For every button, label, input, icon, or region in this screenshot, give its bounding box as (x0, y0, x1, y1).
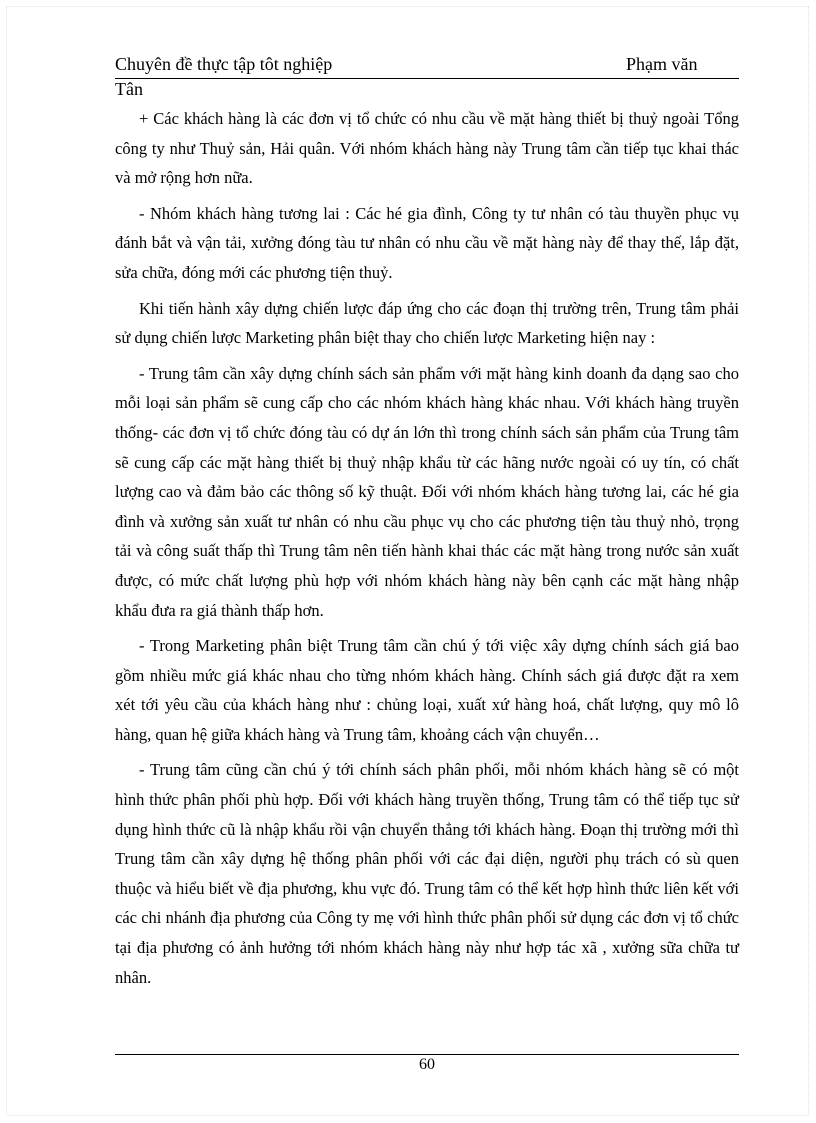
page-header (115, 52, 739, 79)
header-author: Phạm văn (626, 54, 698, 74)
page-number: 60 (419, 1056, 435, 1073)
paragraph-price-policy: - Trong Marketing phân biệt Trung tâm cần chú ý tới việc xây dựng chính sách giá bao gồm nhiều mức giá khác nhau cho từng nhóm khách hàng. Chính sách giá được đặt ra xem xét tới yêu cầu của khách hàng như : chủng loại, xuất xứ hàng hoá, chất lượng, quy mô lô hàng, quan hệ giữa khách hàng và Trung tâm, khoảng cách vận chuyển… (115, 636, 739, 744)
footer-divider (115, 1054, 739, 1055)
header-author-continued: Tân (115, 79, 143, 99)
paragraph-customers-organizations: + Các khách hàng là các đơn vị tổ chức có nhu cầu về mặt hàng thiết bị thuỷ ngoài Tổng công ty như Thuỷ sản, Hải quân. Với nhóm khách hàng này Trung tâm cần tiếp tục khai thác và mở rộng hơn nữa. (115, 109, 739, 188)
paragraph-future-customers: - Nhóm khách hàng tương lai : Các hé gia đình, Công ty tư nhân có tàu thuyền phục vụ đánh bắt và vận tải, xưởng đóng tàu tư nhân có nhu cầu về mặt hàng này để thay thế, lắp đặt, sửa chữa, đóng mới các phương tiện thuỷ. (115, 203, 739, 282)
header-title: Chuyên đề thực tập tôt nghiệp (115, 54, 333, 74)
paragraph-marketing-strategy: Khi tiến hành xây dựng chiến lược đáp ứng cho các đoạn thị trường trên, Trung tâm phải sử dụng chiến lược Marketing phân biệt thay cho chiến lược Marketing hiện nay : (115, 298, 739, 348)
paragraph-distribution-policy: - Trung tâm cũng cần chú ý tới chính sách phân phối, mỗi nhóm khách hàng sẽ có một hình thức phân phối phù hợp. Đối với khách hàng truyền thống, Trung tâm có thể tiếp tục sử dụng hình thức cũ là nhập khẩu rồi vận chuyển thẳng tới khách hàng. Đoạn thị trường mới thì Trung tâm cần xây dựng hệ thống phân phối với các đại diện, người phụ trách có sù quen thuộc và hiểu biết về địa phương, khu vực đó. Trung tâm có thể kết hợp hình thức liên kết với các chi nhánh địa phương của Công ty mẹ với hình thức phân phối sử dụng các đơn vị tổ chức tại địa phương có ảnh hưởng tới nhóm khách hàng này như hợp tác xã , xưởng sữa chữa tư nhân. (115, 760, 739, 987)
paragraph-product-policy: - Trung tâm cần xây dựng chính sách sản phẩm với mặt hàng kinh doanh đa dạng sao cho mỗi loại sản phẩm sẽ cung cấp cho các nhóm khách hàng khác nhau. Với khách hàng truyền thống- các đơn vị tổ chức đóng tàu có dự án lớn thì trong chính sách sản phẩm của Trung tâm sẽ cung cấp các mặt hàng thiết bị thuỷ nhập khẩu từ các hãng nước ngoài có uy tín, có chất lượng cao và đảm bảo các thông số kỹ thuật. Đối với nhóm khách hàng tương lai, các hé gia đình và xưởng sản xuất tư nhân có nhu cầu phục vụ cho các phương tiện tàu thuỷ nhỏ, trọng tải và công suất thấp thì Trung tâm nên tiến hành khai thác các mặt hàng trong nước sản xuất được, có mức chất lượng phù hợp với nhóm khách hàng này bên cạnh các mặt hàng nhập khẩu đưa ra giá thành thấp hơn. (115, 363, 739, 620)
body-text (115, 104, 739, 998)
